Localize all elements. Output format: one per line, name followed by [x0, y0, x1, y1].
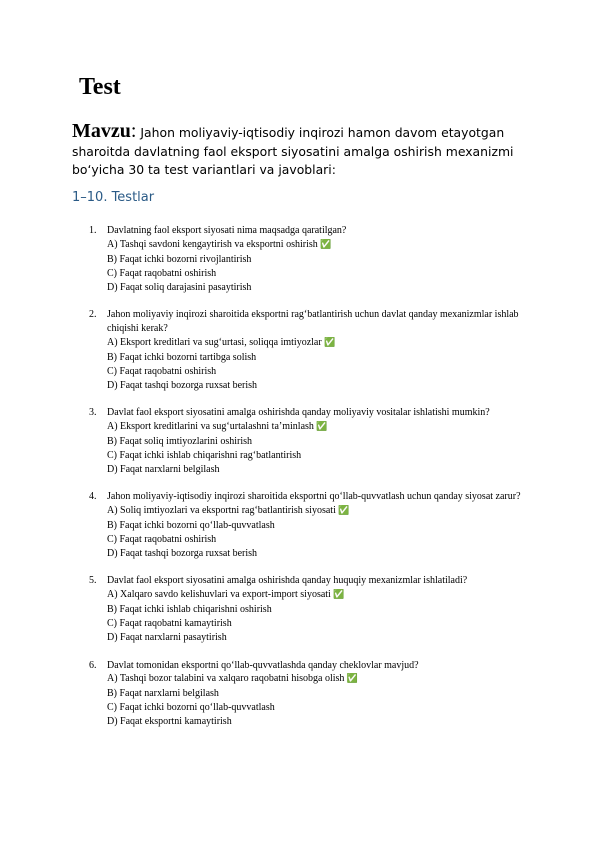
correct-check-icon: ✅ [333, 590, 345, 601]
section-heading: 1–10. Testlar [72, 190, 155, 205]
option-c: C) Faqat raqobatni oshirish [107, 534, 217, 545]
correct-check-icon: ✅ [346, 674, 359, 685]
option-a: A) Soliq imtiyozlari va eksportni rag‘batlantirish siyosati ✅ [107, 505, 350, 517]
question-text: Jahon moliyaviy inqirozi sharoitida eksportni rag‘batlantirish uchun davlat qanday mexanizmlar ishlab chiqishi kerak? [107, 309, 519, 335]
question-text: Jahon moliyaviy-iqtisodiy inqirozi sharoitida eksportni qo‘llab-quvvatlash uchun qanday siyosat zarur? [107, 491, 521, 503]
topic-text: Jahon moliyaviy-iqtisodiy inqirozi hamon davom etayotgan sharoitda davlatning faol eksport siyosatini amalga oshirish mexanizmi bo‘yicha 30 ta test variantlari va javoblari: [72, 125, 514, 177]
correct-check-icon: ✅ [320, 239, 332, 250]
option-b: B) Faqat ichki bozorni tartibga solish [107, 351, 257, 363]
question-text: Davlat tomonidan eksportni qo‘llab-quvvatlashda qanday cheklovlar mavjud? [107, 659, 419, 671]
option-c: C) Faqat raqobatni oshirish [107, 365, 217, 377]
option-c: C) Faqat ichki bozorni qo‘llab-quvvatlash [107, 702, 275, 714]
option-b: B) Faqat soliq imtiyozlarini oshirish [107, 435, 252, 447]
document-title: Test [79, 74, 121, 100]
option-d: D) Faqat eksportni kamaytirish [107, 716, 232, 728]
option-b: B) Faqat narxlarni belgilash [107, 688, 219, 700]
question-number: 2. [89, 309, 97, 321]
option-d: D) Faqat narxlarni pasaytirish [107, 632, 227, 644]
option-a: A) Xalqaro savdo kelishuvlari va export-import siyosati ✅ [107, 589, 345, 601]
question-item [89, 490, 529, 561]
topic-colon: : [130, 120, 137, 142]
topic-paragraph [72, 122, 542, 180]
question-number: 4. [89, 491, 97, 503]
option-a: A) Eksport kreditlarini va sug‘urtalashni ta’minlash ✅ [107, 421, 328, 433]
question-item [89, 406, 529, 477]
option-d: D) Faqat tashqi bozorga ruxsat berish [107, 547, 258, 559]
question-number: 6. [89, 659, 97, 671]
option-b: B) Faqat ichki bozorni rivojlantirish [107, 253, 252, 265]
option-b: B) Faqat ichki ishlab chiqarishni oshirish [107, 604, 272, 616]
option-d: D) Faqat soliq darajasini pasaytirish [107, 281, 252, 293]
correct-check-icon: ✅ [316, 422, 328, 433]
option-c: C) Faqat raqobatni oshirish [107, 267, 217, 279]
question-item [89, 224, 529, 295]
question-text: Davlat faol eksport siyosatini amalga oshirishda qanday huquqiy mexanizmlar ishlatiladi? [107, 575, 468, 587]
option-b: B) Faqat ichki bozorni qo‘llab-quvvatlash [107, 520, 275, 532]
option-c: C) Faqat ichki ishlab chiqarishni rag‘batlantirish [107, 449, 302, 461]
question-item [89, 659, 529, 730]
correct-check-icon: ✅ [324, 337, 336, 348]
question-list [89, 224, 529, 743]
question-number: 5. [89, 575, 97, 587]
topic-label: Mavzu [72, 120, 131, 142]
question-item [89, 574, 529, 645]
correct-check-icon: ✅ [338, 506, 350, 517]
question-number: 1. [89, 225, 97, 236]
option-d: D) Faqat tashqi bozorga ruxsat berish [107, 379, 258, 391]
question-item [89, 308, 529, 392]
option-c: C) Faqat raqobatni kamaytirish [107, 618, 232, 630]
question-number: 3. [89, 407, 97, 419]
option-a: A) Tashqi bozor talabini va xalqaro raqobatni hisobga olish ✅ [107, 673, 359, 685]
question-text: Davlat faol eksport siyosatini amalga oshirishda qanday moliyaviy vositalar ishlatishi mumkin? [107, 407, 490, 419]
option-a: A) Eksport kreditlari va sug‘urtasi, soliqqa imtiyozlar ✅ [107, 336, 336, 348]
question-text: Davlatning faol eksport siyosati nima maqsadga qaratilgan? [107, 225, 347, 236]
option-d: D) Faqat narxlarni belgilash [107, 463, 220, 475]
option-a: A) Tashqi savdoni kengaytirish va eksportni oshirish ✅ [107, 238, 332, 250]
